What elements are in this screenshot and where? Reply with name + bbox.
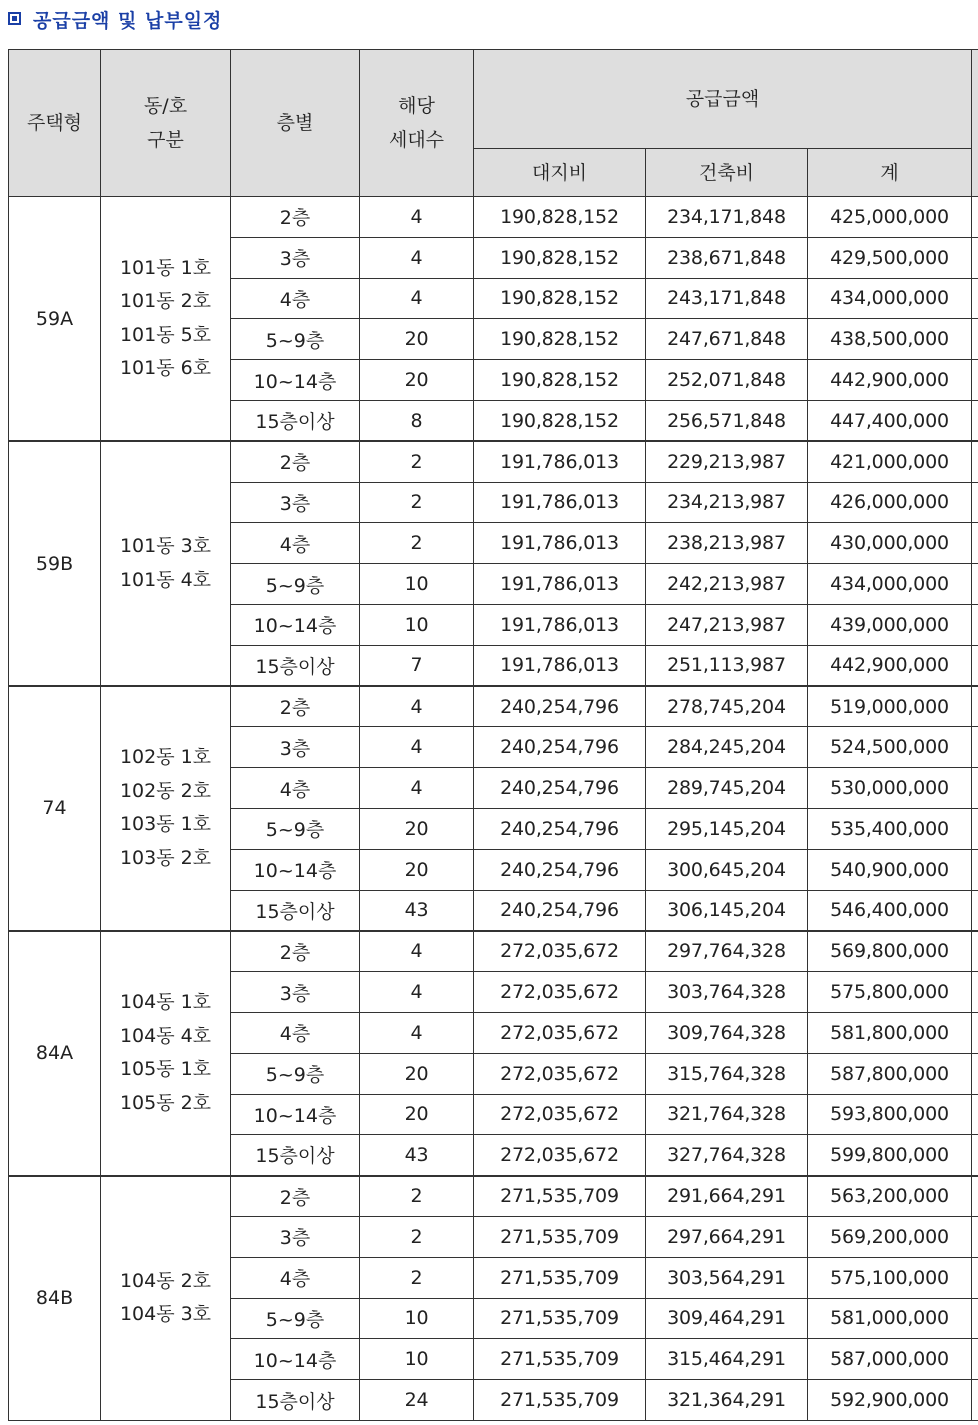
floor-cell: 3층: [231, 482, 360, 523]
floor-cell: 5~9층: [231, 564, 360, 605]
land-cost-cell: 272,035,672: [474, 1053, 646, 1094]
land-cost-cell: 271,535,709: [474, 1216, 646, 1257]
land-cost-cell: 191,786,013: [474, 564, 646, 605]
dong-ho-cell: 102동 1호 102동 2호 103동 1호 103동 2호: [101, 686, 231, 931]
land-cost-cell: 190,828,152: [474, 237, 646, 278]
building-cost-cell: 284,245,204: [646, 727, 808, 768]
units-cell: 4: [360, 931, 474, 972]
header-overflow: [972, 50, 978, 197]
header-building: 건축비: [646, 149, 808, 197]
units-cell: 4: [360, 278, 474, 319]
floor-cell: 10~14층: [231, 360, 360, 401]
total-price-cell: 569,200,000: [808, 1216, 972, 1257]
total-price-cell: 519,000,000: [808, 686, 972, 727]
building-cost-cell: 238,671,848: [646, 237, 808, 278]
housing-type-cell: 59B: [9, 441, 101, 686]
total-price-cell: 524,500,000: [808, 727, 972, 768]
overflow-cell: [972, 1298, 978, 1339]
total-price-cell: 563,200,000: [808, 1176, 972, 1217]
table-row: [9, 441, 978, 482]
land-cost-cell: 271,535,709: [474, 1257, 646, 1298]
building-cost-cell: 247,213,987: [646, 604, 808, 645]
units-cell: 2: [360, 523, 474, 564]
building-cost-cell: 300,645,204: [646, 849, 808, 890]
header-price: 공급금액: [474, 50, 972, 149]
overflow-cell: [972, 1216, 978, 1257]
total-price-cell: 546,400,000: [808, 890, 972, 931]
dong-ho-cell: 101동 1호 101동 2호 101동 5호 101동 6호: [101, 197, 231, 442]
total-price-cell: 535,400,000: [808, 808, 972, 849]
floor-cell: 4층: [231, 1012, 360, 1053]
section-title-text: 공급금액 및 납부일정: [33, 9, 223, 32]
units-cell: 4: [360, 197, 474, 238]
land-cost-cell: 190,828,152: [474, 319, 646, 360]
overflow-cell: [972, 604, 978, 645]
overflow-cell: [972, 523, 978, 564]
units-cell: 2: [360, 441, 474, 482]
units-cell: 8: [360, 400, 474, 441]
building-cost-cell: 251,113,987: [646, 645, 808, 686]
units-cell: 20: [360, 360, 474, 401]
overflow-cell: [972, 1257, 978, 1298]
units-cell: 10: [360, 604, 474, 645]
total-price-cell: 439,000,000: [808, 604, 972, 645]
floor-cell: 15층이상: [231, 1135, 360, 1176]
units-cell: 43: [360, 1135, 474, 1176]
header-land: 대지비: [474, 149, 646, 197]
units-cell: 2: [360, 1257, 474, 1298]
land-cost-cell: 191,786,013: [474, 523, 646, 564]
land-cost-cell: 271,535,709: [474, 1380, 646, 1421]
total-price-cell: 592,900,000: [808, 1380, 972, 1421]
land-cost-cell: 190,828,152: [474, 400, 646, 441]
total-price-cell: 421,000,000: [808, 441, 972, 482]
overflow-cell: [972, 768, 978, 809]
units-cell: 10: [360, 1339, 474, 1380]
overflow-cell: [972, 1176, 978, 1217]
header-total: 계: [808, 149, 972, 197]
land-cost-cell: 272,035,672: [474, 931, 646, 972]
building-cost-cell: 234,171,848: [646, 197, 808, 238]
total-price-cell: 447,400,000: [808, 400, 972, 441]
total-price-cell: 426,000,000: [808, 482, 972, 523]
floor-cell: 4층: [231, 768, 360, 809]
overflow-cell: [972, 237, 978, 278]
table-row: [9, 197, 978, 238]
building-cost-cell: 242,213,987: [646, 564, 808, 605]
section-title: [8, 4, 222, 34]
building-cost-cell: 309,464,291: [646, 1298, 808, 1339]
floor-cell: 2층: [231, 441, 360, 482]
total-price-cell: 434,000,000: [808, 278, 972, 319]
building-cost-cell: 234,213,987: [646, 482, 808, 523]
building-cost-cell: 243,171,848: [646, 278, 808, 319]
land-cost-cell: 190,828,152: [474, 197, 646, 238]
overflow-cell: [972, 645, 978, 686]
floor-cell: 2층: [231, 1176, 360, 1217]
housing-type-cell: 84A: [9, 931, 101, 1176]
housing-type-cell: 74: [9, 686, 101, 931]
table-body: [9, 197, 978, 1421]
overflow-cell: [972, 1053, 978, 1094]
overflow-cell: [972, 808, 978, 849]
land-cost-cell: 191,786,013: [474, 482, 646, 523]
floor-cell: 4층: [231, 1257, 360, 1298]
land-cost-cell: 272,035,672: [474, 972, 646, 1013]
floor-cell: 4층: [231, 523, 360, 564]
building-cost-cell: 291,664,291: [646, 1176, 808, 1217]
building-cost-cell: 229,213,987: [646, 441, 808, 482]
floor-cell: 15층이상: [231, 1380, 360, 1421]
units-cell: 24: [360, 1380, 474, 1421]
total-price-cell: 587,000,000: [808, 1339, 972, 1380]
total-price-cell: 569,800,000: [808, 931, 972, 972]
building-cost-cell: 295,145,204: [646, 808, 808, 849]
units-cell: 43: [360, 890, 474, 931]
land-cost-cell: 191,786,013: [474, 645, 646, 686]
header-type: 주택형: [9, 50, 101, 197]
overflow-cell: [972, 931, 978, 972]
floor-cell: 5~9층: [231, 319, 360, 360]
land-cost-cell: 271,535,709: [474, 1298, 646, 1339]
building-cost-cell: 315,764,328: [646, 1053, 808, 1094]
floor-cell: 2층: [231, 686, 360, 727]
floor-cell: 5~9층: [231, 808, 360, 849]
floor-cell: 5~9층: [231, 1053, 360, 1094]
units-cell: 2: [360, 1176, 474, 1217]
land-cost-cell: 271,535,709: [474, 1176, 646, 1217]
total-price-cell: 587,800,000: [808, 1053, 972, 1094]
total-price-cell: 530,000,000: [808, 768, 972, 809]
building-cost-cell: 306,145,204: [646, 890, 808, 931]
total-price-cell: 425,000,000: [808, 197, 972, 238]
building-cost-cell: 303,564,291: [646, 1257, 808, 1298]
total-price-cell: 575,800,000: [808, 972, 972, 1013]
units-cell: 10: [360, 1298, 474, 1339]
units-cell: 20: [360, 1053, 474, 1094]
overflow-cell: [972, 686, 978, 727]
land-cost-cell: 272,035,672: [474, 1135, 646, 1176]
floor-cell: 10~14층: [231, 849, 360, 890]
units-cell: 4: [360, 237, 474, 278]
total-price-cell: 438,500,000: [808, 319, 972, 360]
units-cell: 20: [360, 849, 474, 890]
units-cell: 20: [360, 319, 474, 360]
land-cost-cell: 272,035,672: [474, 1094, 646, 1135]
building-cost-cell: 297,664,291: [646, 1216, 808, 1257]
total-price-cell: 599,800,000: [808, 1135, 972, 1176]
overflow-cell: [972, 400, 978, 441]
land-cost-cell: 191,786,013: [474, 441, 646, 482]
building-cost-cell: 309,764,328: [646, 1012, 808, 1053]
units-cell: 4: [360, 1012, 474, 1053]
units-cell: 4: [360, 686, 474, 727]
units-cell: 10: [360, 564, 474, 605]
land-cost-cell: 190,828,152: [474, 360, 646, 401]
total-price-cell: 442,900,000: [808, 645, 972, 686]
header-dong: 동/호 구분: [101, 50, 231, 197]
overflow-cell: [972, 972, 978, 1013]
building-cost-cell: 297,764,328: [646, 931, 808, 972]
overflow-cell: [972, 1339, 978, 1380]
units-cell: 4: [360, 768, 474, 809]
floor-cell: 5~9층: [231, 1298, 360, 1339]
building-cost-cell: 315,464,291: [646, 1339, 808, 1380]
land-cost-cell: 271,535,709: [474, 1339, 646, 1380]
total-price-cell: 442,900,000: [808, 360, 972, 401]
overflow-cell: [972, 441, 978, 482]
building-cost-cell: 256,571,848: [646, 400, 808, 441]
floor-cell: 2층: [231, 931, 360, 972]
floor-cell: 3층: [231, 237, 360, 278]
floor-cell: 15층이상: [231, 645, 360, 686]
overflow-cell: [972, 360, 978, 401]
units-cell: 20: [360, 1094, 474, 1135]
total-price-cell: 430,000,000: [808, 523, 972, 564]
units-cell: 7: [360, 645, 474, 686]
floor-cell: 4층: [231, 278, 360, 319]
floor-cell: 3층: [231, 1216, 360, 1257]
total-price-cell: 434,000,000: [808, 564, 972, 605]
total-price-cell: 581,800,000: [808, 1012, 972, 1053]
units-cell: 4: [360, 727, 474, 768]
building-cost-cell: 252,071,848: [646, 360, 808, 401]
table-row: [9, 931, 978, 972]
table-row: [9, 686, 978, 727]
overflow-cell: [972, 1380, 978, 1421]
land-cost-cell: 240,254,796: [474, 808, 646, 849]
land-cost-cell: 191,786,013: [474, 604, 646, 645]
building-cost-cell: 327,764,328: [646, 1135, 808, 1176]
header-units: 해당 세대수: [360, 50, 474, 197]
land-cost-cell: 240,254,796: [474, 727, 646, 768]
building-cost-cell: 247,671,848: [646, 319, 808, 360]
total-price-cell: 540,900,000: [808, 849, 972, 890]
header-floor: 층별: [231, 50, 360, 197]
dong-ho-cell: 104동 2호 104동 3호: [101, 1176, 231, 1421]
floor-cell: 15층이상: [231, 890, 360, 931]
land-cost-cell: 240,254,796: [474, 890, 646, 931]
land-cost-cell: 240,254,796: [474, 686, 646, 727]
overflow-cell: [972, 319, 978, 360]
building-cost-cell: 321,764,328: [646, 1094, 808, 1135]
housing-type-cell: 84B: [9, 1176, 101, 1421]
building-cost-cell: 289,745,204: [646, 768, 808, 809]
building-cost-cell: 303,764,328: [646, 972, 808, 1013]
units-cell: 2: [360, 482, 474, 523]
supply-price-table: [8, 49, 978, 1421]
total-price-cell: 581,000,000: [808, 1298, 972, 1339]
units-cell: 20: [360, 808, 474, 849]
building-cost-cell: 238,213,987: [646, 523, 808, 564]
dong-ho-cell: 104동 1호 104동 4호 105동 1호 105동 2호: [101, 931, 231, 1176]
total-price-cell: 429,500,000: [808, 237, 972, 278]
total-price-cell: 575,100,000: [808, 1257, 972, 1298]
floor-cell: 10~14층: [231, 604, 360, 645]
overflow-cell: [972, 1135, 978, 1176]
overflow-cell: [972, 482, 978, 523]
total-price-cell: 593,800,000: [808, 1094, 972, 1135]
floor-cell: 3층: [231, 727, 360, 768]
overflow-cell: [972, 849, 978, 890]
floor-cell: 3층: [231, 972, 360, 1013]
land-cost-cell: 272,035,672: [474, 1012, 646, 1053]
land-cost-cell: 240,254,796: [474, 849, 646, 890]
land-cost-cell: 190,828,152: [474, 278, 646, 319]
dong-ho-cell: 101동 3호 101동 4호: [101, 441, 231, 686]
overflow-cell: [972, 564, 978, 605]
floor-cell: 15층이상: [231, 400, 360, 441]
housing-type-cell: 59A: [9, 197, 101, 442]
overflow-cell: [972, 1094, 978, 1135]
overflow-cell: [972, 890, 978, 931]
overflow-cell: [972, 1012, 978, 1053]
square-bullet-icon: [8, 12, 21, 25]
units-cell: 4: [360, 972, 474, 1013]
floor-cell: 2층: [231, 197, 360, 238]
overflow-cell: [972, 727, 978, 768]
floor-cell: 10~14층: [231, 1339, 360, 1380]
overflow-cell: [972, 197, 978, 238]
building-cost-cell: 278,745,204: [646, 686, 808, 727]
land-cost-cell: 240,254,796: [474, 768, 646, 809]
floor-cell: 10~14층: [231, 1094, 360, 1135]
building-cost-cell: 321,364,291: [646, 1380, 808, 1421]
table-row: [9, 1176, 978, 1217]
overflow-cell: [972, 278, 978, 319]
units-cell: 2: [360, 1216, 474, 1257]
